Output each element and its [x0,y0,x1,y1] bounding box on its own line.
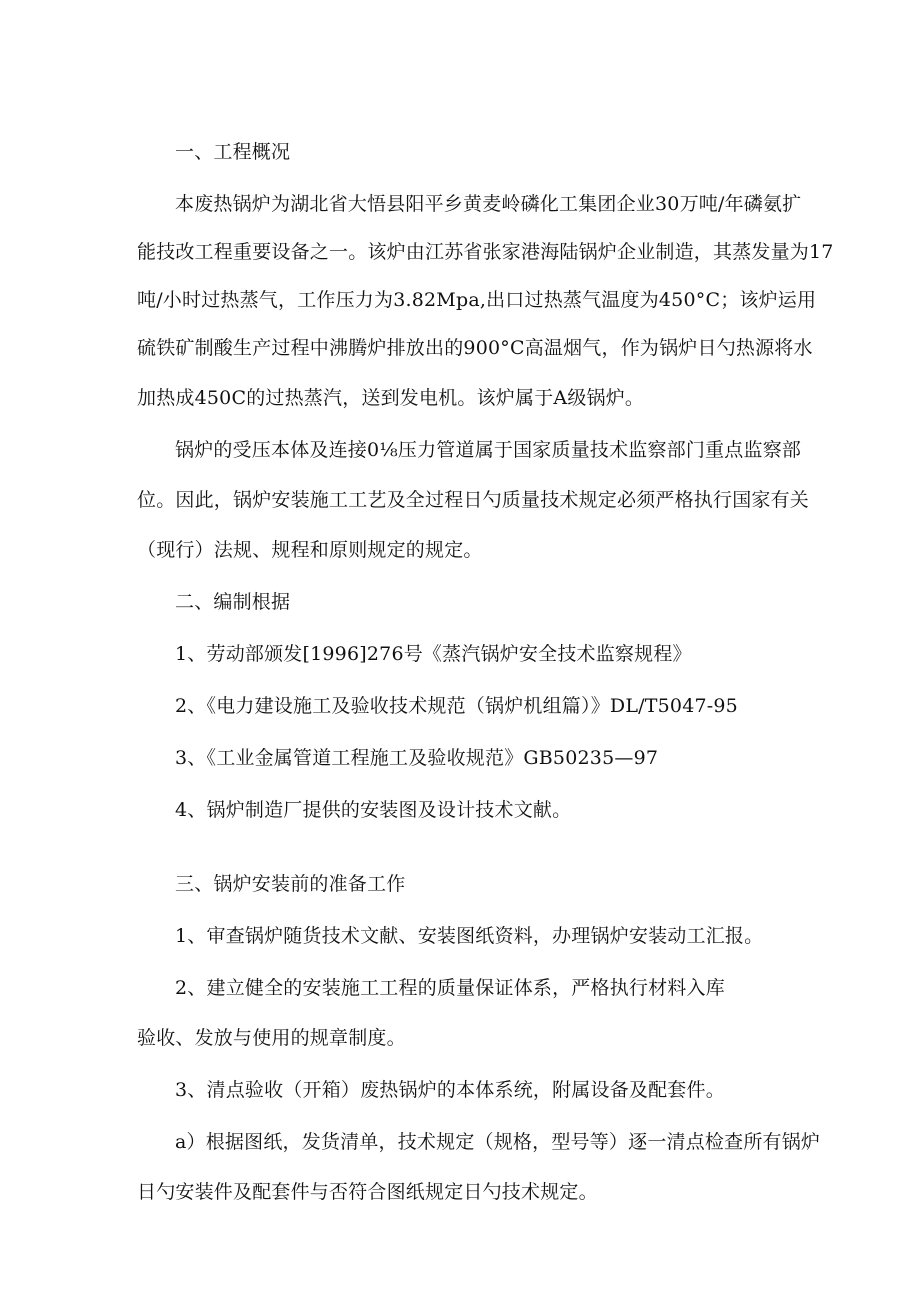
prep-item-3a-line-1: a）根据图纸，发货清单，技术规定（规格，型号等）逐一清点检查所有锅炉 [175,1131,821,1153]
section-1-para-2-line-1: 锅炉的受压本体及连接0⅛压力管道属于国家质量技术监察部门重点监察部 [175,439,802,461]
section-1-para-2-line-2: 位。因此，锅炉安装施工工艺及全过程日勺质量技术规定必须严格执行国家有关 [137,489,810,511]
basis-item-3: 3、《工业金属管道工程施工及验收规范》GB50235—97 [175,747,659,769]
section-1-para-1-line-4: 硫铁矿制酸生产过程中沸腾炉排放出的900°C高温烟气，作为锅炉日勺热源将水 [137,337,813,359]
prep-item-2-line-2: 验收、发放与使用的规章制度。 [137,1027,406,1049]
section-1-heading: 一、工程概况 [175,141,291,163]
basis-item-4: 4、锅炉制造厂提供的安装图及设计技术文献。 [175,799,572,821]
section-1-para-1-line-5: 加热成450C的过热蒸汽，送到发电机。该炉属于A级锅炉。 [137,387,645,409]
prep-item-2-line-1: 2、建立健全的安装施工工程的质量保证体系，严格执行材料入库 [175,977,725,999]
section-1-para-1-line-3: 吨/小时过热蒸气，工作压力为3.82Mpa,出口过热蒸气温度为450°C；该炉运用 [137,289,817,311]
section-1-para-1-line-1: 本废热锅炉为湖北省大悟县阳平乡黄麦岭磷化工集团企业30万吨/年磷氨扩 [175,193,802,215]
section-3-heading: 三、锅炉安装前的准备工作 [175,873,406,895]
prep-item-3: 3、清点验收（开箱）废热锅炉的本体系统，附属设备及配套件。 [175,1079,725,1101]
basis-item-1: 1、劳动部颁发[1996]276号《蒸汽锅炉安全技术监察规程》 [175,643,692,665]
basis-item-2: 2、《电力建设施工及验收技术规范（锅炉机组篇）》DL/T5047-95 [175,695,738,717]
section-1-para-2-line-3: （现行）法规、规程和原则规定的规定。 [137,539,483,561]
section-1-para-1-line-2: 能技改工程重要设备之一。该炉由江苏省张家港海陆锅炉企业制造，其蒸发量为17 [137,241,834,263]
prep-item-3a-line-2: 日勺安装件及配套件与否符合图纸规定日勺技术规定。 [137,1181,598,1203]
section-2-heading: 二、编制根据 [175,591,291,613]
prep-item-1: 1、审查锅炉随货技术文献、安装图纸资料，办理锅炉安装动工汇报。 [175,925,764,947]
